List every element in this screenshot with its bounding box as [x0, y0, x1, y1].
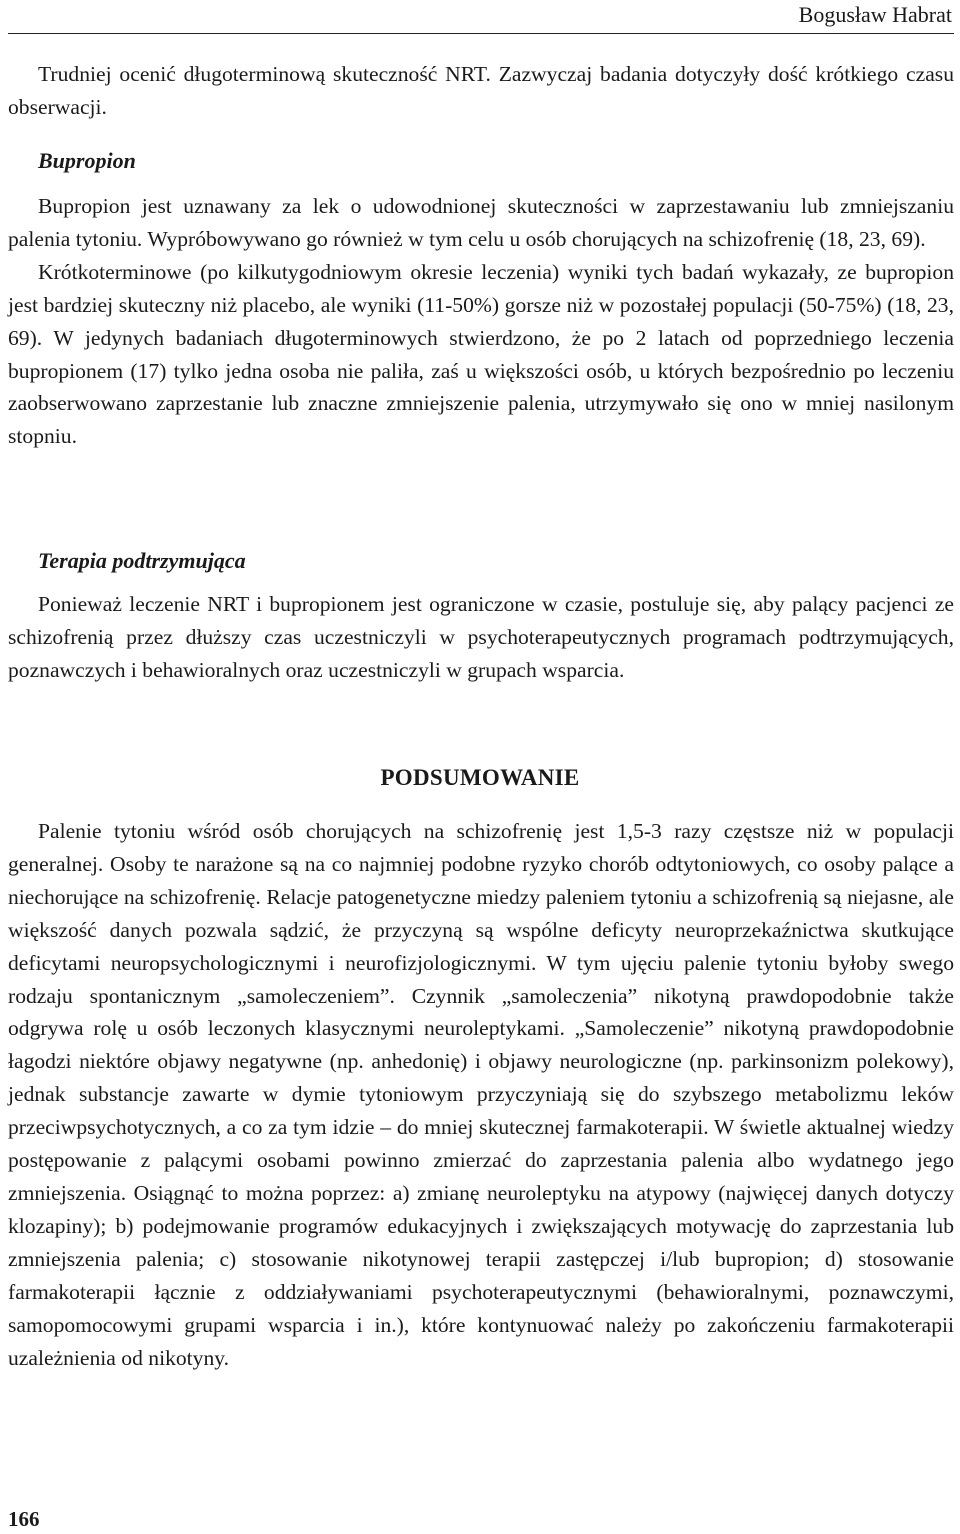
paragraph-bupropion-intro: Bupropion jest uznawany za lek o udowodnionej skuteczności w zaprzestawaniu lub zmniejszaniu palenia tytoniu. Wypróbowywano go również w tym celu u osób chorujących na schizofrenię (18, 23, 69).	[8, 194, 954, 251]
nrt-text-block	[8, 58, 954, 124]
bupropion-text-block	[8, 190, 954, 453]
paragraph-podsumowanie: Palenie tytoniu wśród osób chorujących na schizofrenię jest 1,5-3 razy częstsze niż w populacji generalnej. Osoby te narażone są na co najmniej podobne ryzyko chorób odtytoniowych, co osoby palące a niechorujące na schizofrenię. Relacje patogenetyczne miedzy paleniem tytoniu a schizofrenią są niejasne, ale większość danych pozwala sądzić, że przyczyną są wspólne deficyty neuroprzekaźnictwa skutkujące deficytami neuropsychologicznymi i neurofizjologicznymi. W tym ujęciu palenie tytoniu byłoby swego rodzaju spontanicznym „samoleczeniem”. Czynnik „samoleczenia” nikotyną prawdopodobnie także odgrywa rolę u osób leczonych klasycznymi neuroleptykami. „Samoleczenie” nikotyną prawdopodobnie łagodzi niektóre objawy negatywne (np. anhedonię) i objawy neurologiczne (np. parkinsonizm polekowy), jednak substancje zawarte w dymie tytoniowym przyczyniają się do szybszego metabolizmu leków przeciwpsychotycznych, a co za tym idzie – do mniej skutecznej farmakoterapii. W świetle aktualnej wiedzy postępowanie z palącymi osobami powinno zmierzać do zaprzestania palenia albo wydatnego jego zmniejszenia. Osiągnąć to można poprzez: a) zmianę neuroleptyku na atypowy (najwięcej danych dotyczy klozapiny); b) podejmowanie programów edukacyjnych i zwiększających motywację do zaprzestania lub zmniejszenia palenia; c) stosowanie nikotynowej terapii zastępczej i/lub bupropion; d) stosowanie farmakoterapii łącznie z oddziaływaniami psychoterapeutycznymi (behawioralnymi, poznawczymi, samopomocowymi grupami wsparcia i in.), które kontynuować należy po zakończeniu farmakoterapii uzależnienia od nikotyny.	[8, 819, 954, 1370]
page-number: 166	[8, 1507, 40, 1531]
podsumowanie-text-block	[8, 815, 954, 1374]
section-heading-terapia: Terapia podtrzymująca	[38, 548, 246, 573]
paragraph-terapia: Ponieważ leczenie NRT i bupropionem jest ograniczone w czasie, postuluje się, aby palący pacjenci ze schizofrenią przez dłuższy czas uczestniczyli w psychoterapeutycznych programach podtrzymujących, poznawczych i behawioralnych oraz uczestniczyli w grupach wsparcia.	[8, 592, 954, 682]
header-rule	[8, 33, 954, 34]
section-heading-bupropion: Bupropion	[38, 148, 136, 173]
section-heading-podsumowanie: PODSUMOWANIE	[380, 765, 580, 790]
running-head-author: Bogusław Habrat	[798, 2, 952, 27]
paragraph-nrt-long-term: Trudniej ocenić długoterminową skuteczność NRT. Zazwyczaj badania dotyczyły dość krótkiego czasu obserwacji.	[8, 62, 954, 119]
terapia-text-block	[8, 588, 954, 687]
paragraph-bupropion-results: Krótkoterminowe (po kilkutygodniowym okresie leczenia) wyniki tych badań wykazały, ze bupropion jest bardziej skuteczny niż placebo, ale wyniki (11-50%) gorsze niż w pozostałej populacji (50-75%) (18, 23, 69). W jedynych badaniach długoterminowych stwierdzono, że po 2 latach od poprzedniego leczenia bupropionem (17) tylko jedna osoba nie paliła, zaś u większości osób, u których bezpośrednio po leczeniu zaobserwowano zaprzestanie lub znaczne zmniejszenie palenia, utrzymywało się ono w mniej nasilonym stopniu.	[8, 259, 954, 449]
